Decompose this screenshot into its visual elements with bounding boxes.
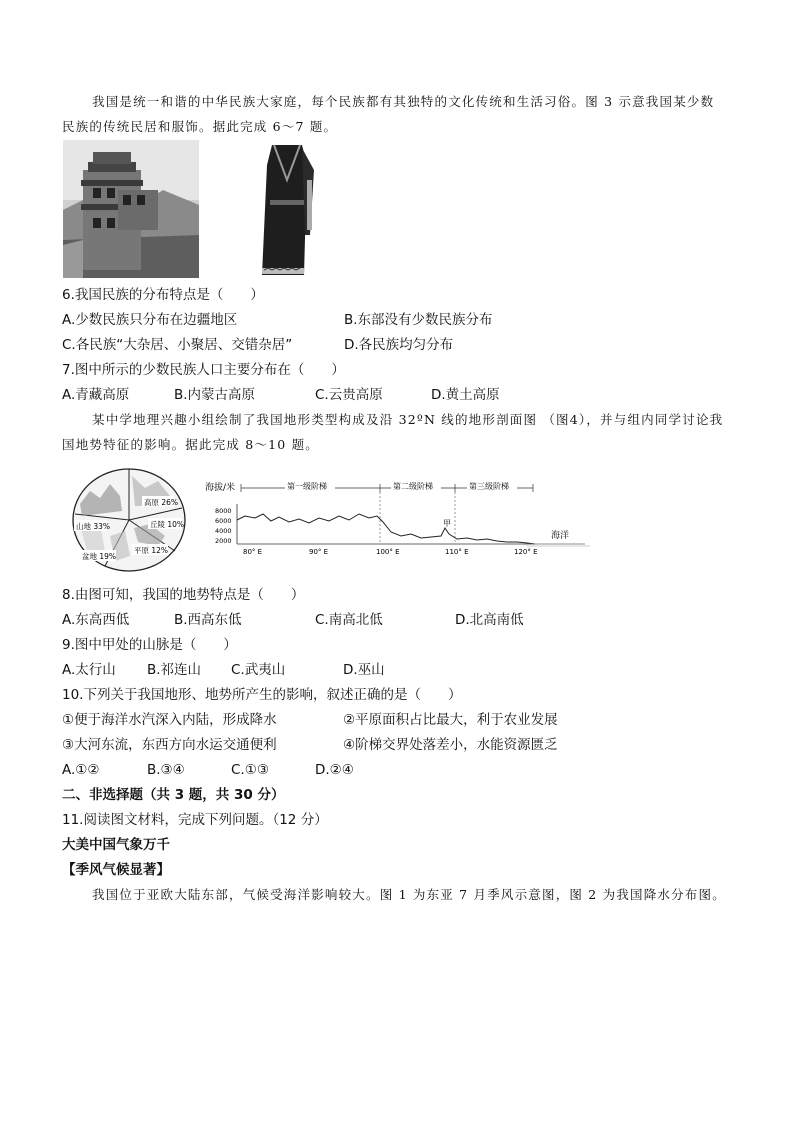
q9-option-a[interactable]: A.太行山	[62, 662, 116, 678]
marker-jia: 甲	[443, 519, 451, 528]
ytick-4000: 4000	[215, 527, 232, 535]
q10-option-c[interactable]: C.①③	[231, 762, 269, 778]
q8-option-d[interactable]: D.北高南低	[455, 612, 524, 628]
terrain-pie-figure	[70, 466, 188, 574]
q7-option-a[interactable]: A.青藏高原	[62, 387, 130, 403]
pie-label-plateau: 高原 26%	[144, 498, 179, 507]
q8-option-c[interactable]: C.南高北低	[315, 612, 383, 628]
q9-option-c[interactable]: C.武夷山	[231, 662, 286, 678]
ytick-2000: 2000	[215, 537, 232, 545]
sea-label: 海洋	[551, 531, 570, 541]
step-2-label: 第二级阶梯	[393, 482, 433, 491]
q10-statement-1: ①便于海洋水汽深入内陆，形成降水	[62, 712, 277, 728]
terrain-profile-figure	[205, 476, 595, 556]
pie-label-basin: 盆地 19%	[82, 552, 117, 561]
q10-option-d[interactable]: D.②④	[315, 762, 354, 778]
intro-line-1: 我国是统一和谐的中华民族大家庭，每个民族都有其独特的文化传统和生活习俗。图 3 示意我国某少数	[92, 94, 715, 109]
q10-option-a[interactable]: A.①②	[62, 762, 100, 778]
q8-option-a[interactable]: A.东高西低	[62, 612, 130, 628]
pie-label-plain: 平原 12%	[134, 546, 169, 555]
intro2-line-1: 某中学地理兴趣小组绘制了我国地形类型构成及沿 32ºN 线的地形剖面图 （图4），并与组内同学讨论我	[92, 412, 724, 427]
q11-text: 我国位于亚欧大陆东部，气候受海洋影响较大。图 1 为东亚 7 月季风示意图，图 2 为我国降水分布图。	[92, 887, 726, 902]
q6-option-a[interactable]: A.少数民族只分布在边疆地区	[62, 312, 238, 328]
q9-stem: 9.图中甲处的山脉是（ ）	[62, 637, 237, 653]
q11-subheading: 【季风气候显著】	[62, 862, 170, 878]
q10-statement-3: ③大河东流，东西方向水运交通便利	[62, 737, 277, 753]
q6-option-c[interactable]: C.各民族“大杂居、小聚居、交错杂居”	[62, 337, 293, 353]
q9-option-b[interactable]: B.祁连山	[147, 662, 202, 678]
q7-option-d[interactable]: D.黄土高原	[431, 387, 500, 403]
xtick-100E: 100° E	[376, 548, 400, 556]
costume-photo	[252, 140, 322, 278]
q10-stem: 10.下列关于我国地形、地势所产生的影响，叙述正确的是（ ）	[62, 687, 462, 703]
q9-option-d[interactable]: D.巫山	[343, 662, 385, 678]
pie-label-mountain: 山地 33%	[76, 522, 111, 531]
q8-option-b[interactable]: B.西高东低	[174, 612, 242, 628]
q7-option-b[interactable]: B.内蒙古高原	[174, 387, 256, 403]
ytick-8000: 8000	[215, 507, 232, 515]
xtick-90E: 90° E	[309, 548, 329, 556]
q10-statement-4: ④阶梯交界处落差小，水能资源匮乏	[343, 737, 558, 753]
ytick-6000: 6000	[215, 517, 232, 525]
intro2-line-2: 国地势特征的影响。据此完成 8～10 题。	[62, 437, 320, 452]
q6-option-d[interactable]: D.各民族均匀分布	[344, 337, 454, 353]
q11-stem: 11.阅读图文材料，完成下列问题。（12 分）	[62, 812, 328, 828]
q8-stem: 8.由图可知，我国的地势特点是（ ）	[62, 587, 305, 603]
xtick-110E: 110° E	[445, 548, 469, 556]
q7-stem: 7.图中所示的少数民族人口主要分布在（ ）	[62, 362, 345, 378]
section-title: 二、非选择题（共 3 题，共 30 分）	[62, 787, 285, 803]
q6-option-b[interactable]: B.东部没有少数民族分布	[344, 312, 493, 328]
step-1-label: 第一级阶梯	[287, 482, 327, 491]
dwelling-photo	[63, 140, 199, 278]
xtick-120E: 120° E	[514, 548, 538, 556]
xtick-80E: 80° E	[243, 548, 263, 556]
q11-heading: 大美中国气象万千	[62, 837, 170, 853]
profile-yaxis-label: 海拔/米	[205, 483, 236, 493]
q10-statement-2: ②平原面积占比最大，利于农业发展	[343, 712, 558, 728]
q7-option-c[interactable]: C.云贵高原	[315, 387, 383, 403]
intro-line-2: 民族的传统民居和服饰。据此完成 6～7 题。	[62, 119, 338, 134]
pie-label-hills: 丘陵 10%	[150, 520, 185, 529]
q6-stem: 6.我国民族的分布特点是（ ）	[62, 287, 264, 303]
step-3-label: 第三级阶梯	[469, 482, 509, 491]
q10-option-b[interactable]: B.③④	[147, 762, 185, 778]
